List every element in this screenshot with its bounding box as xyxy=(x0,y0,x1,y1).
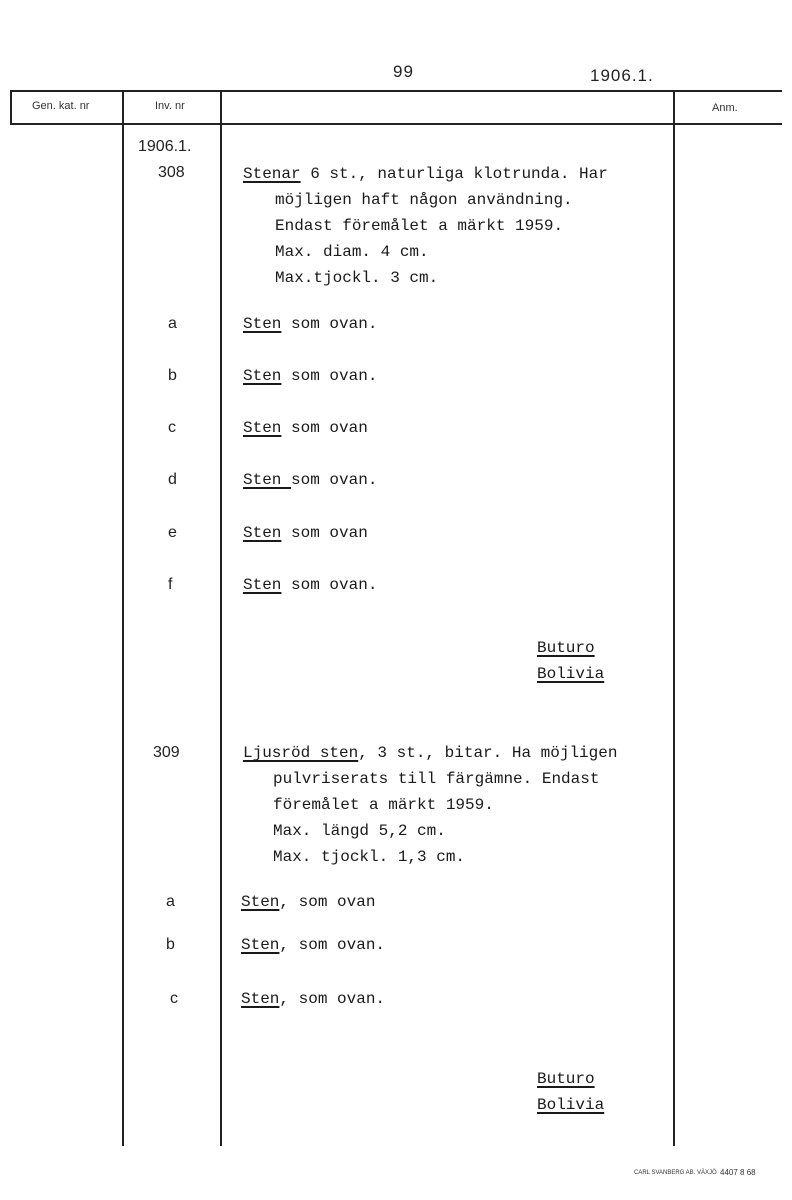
sub-item xyxy=(241,986,385,1012)
sub-item-word: Sten xyxy=(243,524,282,542)
sub-item-word: Sten xyxy=(243,471,292,489)
sub-letter: f xyxy=(168,576,173,593)
sub-letter: a xyxy=(166,893,175,910)
inventory-number: 309 xyxy=(153,744,180,761)
sub-item xyxy=(243,520,368,546)
sub-item xyxy=(243,467,377,493)
sub-letter: c xyxy=(170,990,178,1007)
sub-item-rest: som ovan. xyxy=(281,367,378,385)
reference-number: 1906.1. xyxy=(590,66,654,85)
column-divider-anm xyxy=(673,90,675,1146)
entry-title: Ljusröd sten xyxy=(243,744,359,762)
entry-description-line: möjligen haft någon användning. xyxy=(275,191,573,209)
entry-title: Stenar xyxy=(243,165,301,183)
form-code: 4407 8 68 xyxy=(720,1168,756,1177)
sub-item-rest: som ovan xyxy=(281,524,368,542)
column-header-inv: Inv. nr xyxy=(155,100,185,112)
sub-item-word: Sten xyxy=(241,990,280,1008)
entry-description-line: pulvriserats till färgämne. Endast xyxy=(273,770,600,788)
place-country: Bolivia xyxy=(537,665,605,683)
column-divider-gen xyxy=(122,90,124,1146)
sub-letter: d xyxy=(168,471,177,488)
sub-item-word: Sten xyxy=(243,315,282,333)
column-header-gen: Gen. kat. nr xyxy=(32,100,90,112)
sub-letter: b xyxy=(168,367,177,384)
sub-item-word: Sten xyxy=(243,419,282,437)
series-number: 1906.1. xyxy=(138,138,192,155)
sub-item xyxy=(243,311,377,337)
entry-title-line xyxy=(243,161,608,187)
sub-item-rest: som ovan. xyxy=(281,315,378,333)
sub-item-word: Sten xyxy=(243,576,282,594)
header-top-rule xyxy=(10,90,782,92)
entry-measurement-line: Max.tjockl. 3 cm. xyxy=(275,269,439,287)
entry-measurement-line: Max. diam. 4 cm. xyxy=(275,243,429,261)
printer-imprint: CARL SVANBERG AB. VÄXJÖ xyxy=(634,1170,717,1176)
entry-measurement-line: Max. tjockl. 1,3 cm. xyxy=(273,848,466,866)
left-border xyxy=(10,90,12,124)
sub-item-word: Sten xyxy=(241,936,280,954)
entry-title-rest: , 3 st., bitar. Ha möjligen xyxy=(358,744,618,762)
sub-item xyxy=(241,889,375,915)
sub-item xyxy=(243,572,377,598)
inventory-number: 308 xyxy=(158,164,185,181)
sub-letter: b xyxy=(166,936,175,953)
sub-item-word: Sten xyxy=(241,893,280,911)
sub-item-rest: , som ovan. xyxy=(279,990,386,1008)
column-header-anm: Anm. xyxy=(712,102,738,114)
sub-item-word: Sten xyxy=(243,367,282,385)
place-country: Bolivia xyxy=(537,1096,605,1114)
sub-item-rest: som ovan xyxy=(281,419,368,437)
sub-item-rest: , som ovan. xyxy=(279,936,386,954)
sub-letter: c xyxy=(168,419,176,436)
entry-title-rest: 6 st., naturliga klotrunda. Har xyxy=(300,165,608,183)
entry-description-line: föremålet a märkt 1959. xyxy=(273,796,494,814)
column-divider-inv xyxy=(220,90,222,1146)
sub-item-rest: som ovan. xyxy=(291,471,378,489)
sub-item-rest: som ovan. xyxy=(281,576,378,594)
sub-letter: e xyxy=(168,524,177,541)
sub-letter: a xyxy=(168,315,177,332)
sub-item xyxy=(243,363,377,389)
page-number: 99 xyxy=(393,62,414,81)
place-name: Buturo xyxy=(537,1070,595,1088)
header-bottom-rule xyxy=(10,123,782,125)
sub-item xyxy=(241,932,385,958)
place-name: Buturo xyxy=(537,639,595,657)
sub-item-rest: , som ovan xyxy=(279,893,376,911)
entry-title-line xyxy=(243,740,617,766)
sub-item xyxy=(243,415,368,441)
entry-description-line: Endast föremålet a märkt 1959. xyxy=(275,217,564,235)
entry-measurement-line: Max. längd 5,2 cm. xyxy=(273,822,446,840)
